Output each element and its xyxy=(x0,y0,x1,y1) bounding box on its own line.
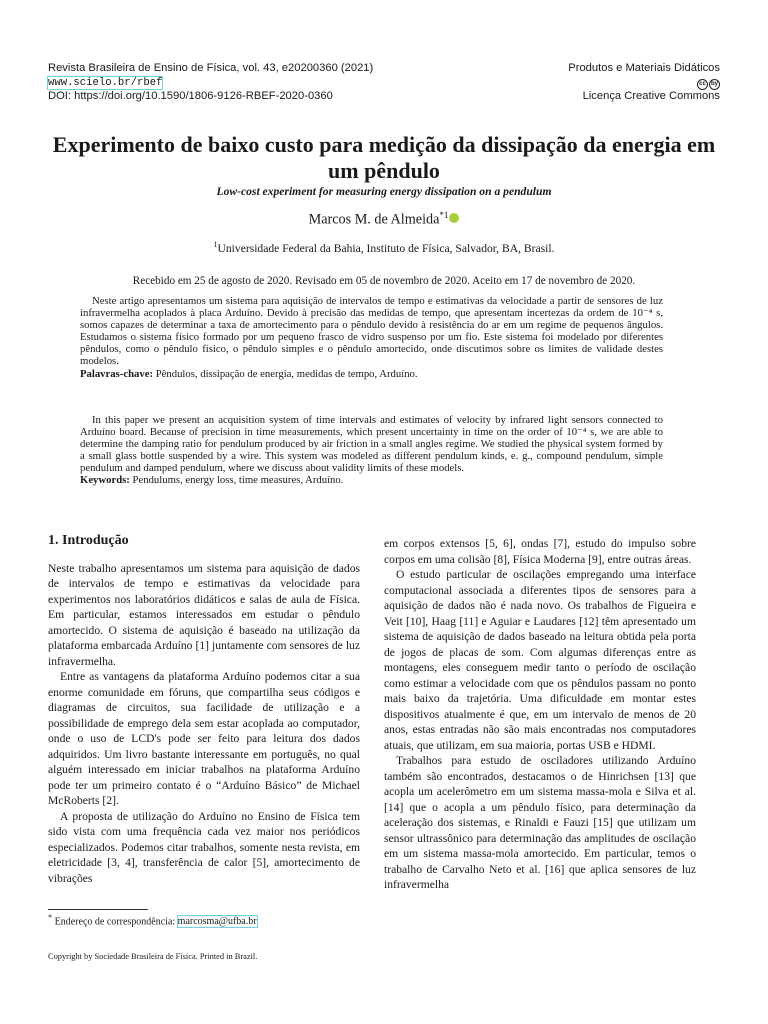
footnote xyxy=(48,913,257,927)
cc-by-icons[interactable] xyxy=(697,79,720,90)
keywords-pt xyxy=(80,368,663,380)
footnote-label: Endereço de correspondência: xyxy=(54,916,176,928)
creative-commons-icon: cc xyxy=(697,79,708,90)
keywords-en-values: Pendulums, energy loss, time measures, Arduíno. xyxy=(132,474,344,487)
paragraph: O estudo particular de oscilações empregando uma interface computacional associada a diferentes tipos de sensores para a aquisição de dados não é nada novo. Os trabalhos de Figueira e Veit [10], Haag [11] e Aguiar e Laudares [12] têm apresentado um sistema de aquisição de dados baseado na leitura obtida pela porta de jogos de placas de som. Com algumas diferenças entre as montagens, eles conseguem medir tanto o período de oscilação como estimar a velocidade com que os pêndulos passam no ponto mais baixo da trajetória. Uma dificuldade em montar estes dispositivos atualmente é que, em um intervalo de menos de 20 anos, estas entradas não são mais encontradas nos computadores atuais, que utilizam, em sua maioria, portas USB e HDMI. xyxy=(384,568,696,752)
body-column-left xyxy=(48,533,360,886)
journal-url-link[interactable]: www.scielo.br/rbef xyxy=(48,76,163,89)
abstract-portuguese xyxy=(80,295,663,380)
article-title: Experimento de baixo custo para medição da dissipação da energia em um pêndulo xyxy=(52,132,716,183)
author-marks: *1 xyxy=(439,210,449,220)
journal-header xyxy=(48,62,373,104)
email-link[interactable]: marcosma@ufba.br xyxy=(177,916,257,928)
journal-citation: Revista Brasileira de Ensino de Física, vol. 43, e20200360 (2021) xyxy=(48,62,374,74)
abstract-english xyxy=(80,414,663,487)
paragraph: Neste trabalho apresentamos um sistema para aquisição de dados de intervalos de tempo e estimativas da velocidade para experimentos nos laboratórios didáticos e salas de aula de Física. Em particular, estamos interessados em estudar o pêndulo amortecido. O sistema de aquisição é baseado na utilização da plataforma embarcada Arduíno [1] juntamente com sensores de luz infravermelha. xyxy=(48,561,360,668)
paragraph: Entre as vantagens da plataforma Arduíno podemos citar a sua enorme comunidade em fóruns, que compartilha seus códigos e diagramas de circuitos, sua facilidade de utilização e a possibilidade de emprego dela sem estar acoplada ao computador, onde o uso de LCD's pode ser feito para leitura dos dados adquiridos. Um livro bastante interessante em português, no qual alguém interessado em iniciar trabalhos na plataforma Arduíno pode ter um primeiro contato é o “Arduíno Básico” de Michael McRoberts [2]. xyxy=(48,670,360,807)
copyright-notice: Copyright by Sociedade Brasileira de Física. Printed in Brazil. xyxy=(48,952,258,961)
section-name: Produtos e Materiais Didáticos xyxy=(568,62,720,74)
submission-dates: Recebido em 25 de agosto de 2020. Revisado em 05 de novembro de 2020. Aceito em 17 de novembro de 2020. xyxy=(132,275,636,287)
affiliation xyxy=(40,240,728,255)
section-header xyxy=(568,62,720,103)
paragraph: A proposta de utilização do Arduíno no Ensino de Física tem sido vista com uma frequência cada vez maior nos periódicos especializados. Podemos citar trabalhos, somente nesta revista, em eletricidade [3, 4], transferência de calor [5], amortecimento de vibrações xyxy=(48,809,360,885)
doi-link[interactable]: DOI: https://doi.org/10.1590/1806-9126-RBEF-2020-0360 xyxy=(48,90,333,103)
body-column-right xyxy=(384,536,696,893)
orcid-icon[interactable] xyxy=(449,213,459,223)
section-heading-introduction: 1. Introdução xyxy=(48,533,129,548)
footnote-mark: * xyxy=(48,913,53,922)
keywords-pt-values: Pêndulos, dissipação de energia, medidas de tempo, Arduíno. xyxy=(155,367,418,380)
affiliation-text: Universidade Federal da Bahia, Instituto de Física, Salvador, BA, Brasil. xyxy=(217,241,555,255)
keywords-pt-label: Palavras-chave: xyxy=(80,367,154,380)
attribution-icon: by xyxy=(709,79,720,90)
keywords-en xyxy=(80,474,663,486)
paragraph: Trabalhos para estudo de osciladores utilizando Arduíno também são encontrados, destacamos o de Hinrichsen [13] que acopla um acelerômetro em um sistema massa-mola e Silva et al. [14] que o acopla a um pêndulo físico, para determinação da aceleração dos sistemas, e Rinaldi e Fauzi [15] que utilizam um sensor ultrassônico para determinação das amplitudes de oscilação em um sistema massa-mola amortecido. Em particular, temos o trabalho de Carvalho Neto et al. [16] que aplica sensores de luz infravermelha xyxy=(384,754,696,891)
author-name: Marcos M. de Almeida xyxy=(308,211,440,228)
footnote-divider xyxy=(48,909,148,910)
article-subtitle: Low-cost experiment for measuring energy dissipation on a pendulum xyxy=(216,185,552,198)
keywords-en-label: Keywords: xyxy=(80,474,130,487)
abstract-en-text: In this paper we present an acquisition system of time intervals and estimates of velocity by infrared light sensors connected to Arduíno board. Because of precision in time measurements, which present uncertainty in time on the order of 10⁻⁴ s, we are able to determine the damping ratio for pendulum produced by air friction in a small angles regime. We studied the physical system formed by a small glass bottle suspended by a wire. This system was modeled as different pendulum kinds, e. g., compound pendulum, simple pendulum and damped pendulum, where we discuss about validity limits of these models. xyxy=(80,414,663,475)
affiliation-mark: 1 xyxy=(213,240,218,249)
license-label: Licença Creative Commons xyxy=(582,89,720,102)
author-line xyxy=(40,210,728,229)
paragraph: em corpos extensos [5, 6], ondas [7], estudo do impulso sobre corpos em uma colisão [8], Física Moderna [9], entre outras áreas. xyxy=(384,537,696,566)
abstract-pt-text: Neste artigo apresentamos um sistema para aquisição de intervalos de tempo e estimativas da velocidade a partir de sensores de luz infravermelha acoplados à placa Arduíno. Devido à precisão das medidas de tempo, que apresentam incertezas da ordem de 10⁻⁴ s, somos capazes de determinar a taxa de amortecimento para o pêndulo devido à resistência do ar em um regime de pequenos ângulos. Estudamos o sistema físico formado por um pequeno frasco de vidro suspenso por um fio. Este sistema foi modelado por diferentes pêndulos, como o pêndulo físico, o pêndulo simples e o pêndulo amortecido, onde discutimos sobre os limites de validade destes modelos. xyxy=(80,295,663,368)
